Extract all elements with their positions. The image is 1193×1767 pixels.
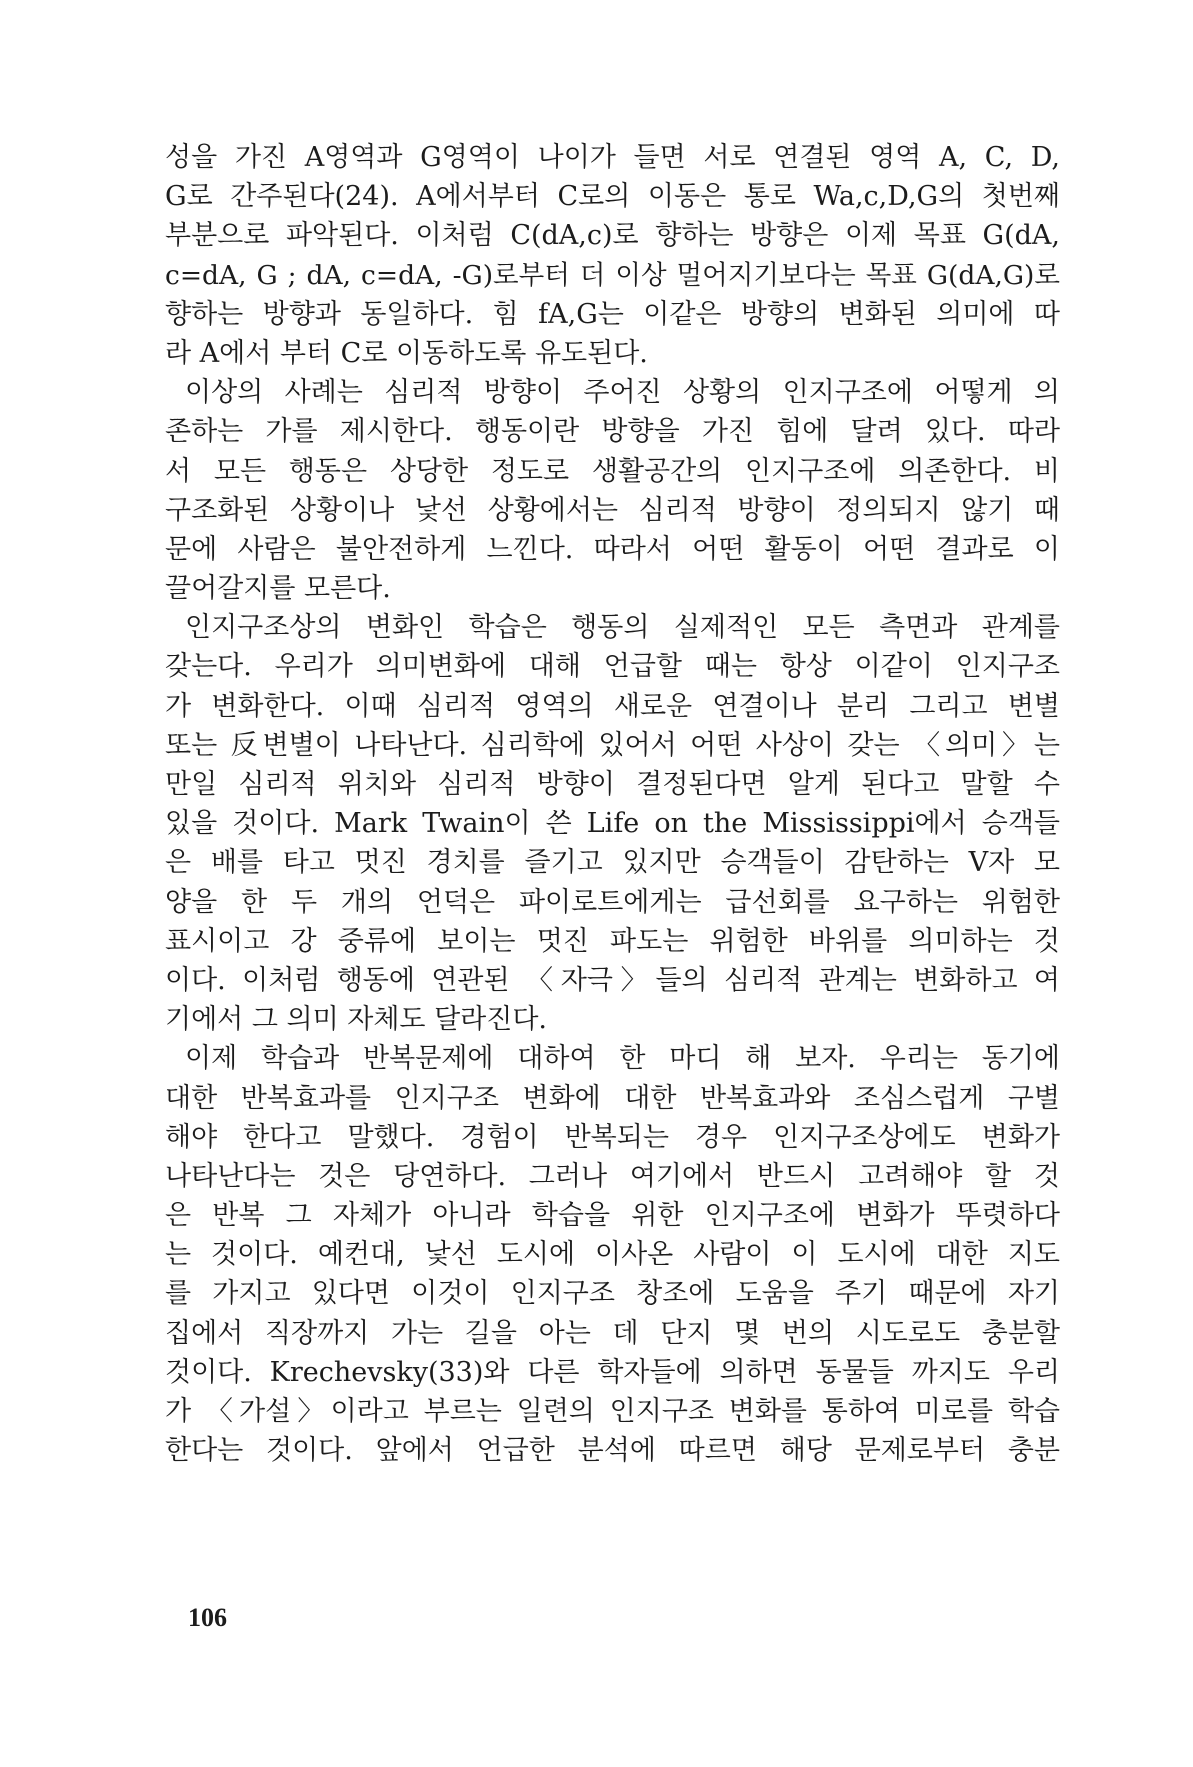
text-line: c=dA, G ; dA, c=dA, -G)로부터 더 이상 멀어지기보다는 목표 G(dA,G)로	[165, 259, 1060, 291]
text-line: 이제 학습과 반복문제에 대하여 한 마디 해 보자. 우리는 동기에	[185, 1043, 1060, 1075]
text-line: 인지구조상의 변화인 학습은 행동의 실제적인 모든 측면과 관계를	[185, 612, 1060, 644]
text-line: 존하는 가를 제시한다. 행동이란 방향을 가진 힘에 달려 있다. 따라	[165, 416, 1060, 448]
text-line: 은 배를 타고 멋진 경치를 즐기고 있지만 승객들이 감탄하는 V자 모	[165, 847, 1060, 879]
text-line: 성을 가진 A영역과 G영역이 나이가 들면 서로 연결된 영역 A, C, D,	[165, 142, 1060, 173]
text-line: 기에서 그 의미 자체도 달라진다.	[165, 1004, 547, 1036]
text-line: 대한 반복효과를 인지구조 변화에 대한 반복효과와 조심스럽게 구별	[165, 1082, 1060, 1114]
text-line: 가 변화한다. 이때 심리적 영역의 새로운 연결이나 분리 그리고 변별	[165, 690, 1060, 722]
body-text	[165, 138, 1060, 1470]
text-line: 라 A에서 부터 C로 이동하도록 유도된다.	[165, 337, 648, 369]
text-line: 문에 사람은 불안전하게 느낀다. 따라서 어떤 활동이 어떤 결과로 이	[165, 533, 1060, 565]
text-line: 는 것이다. 예컨대, 낯선 도시에 이사온 사람이 이 도시에 대한 지도	[165, 1239, 1060, 1271]
text-line: 것이다. Krechevsky(33)와 다른 학자들에 의하면 동물들 까지도 우리	[165, 1356, 1060, 1388]
page-number: 106	[188, 1603, 227, 1632]
text-line: 나타난다는 것은 당연하다. 그러나 여기에서 반드시 고려해야 할 것	[165, 1160, 1060, 1192]
text-line: 양을 한 두 개의 언덕은 파이로트에게는 급선회를 요구하는 위험한	[165, 886, 1060, 918]
text-line: 만일 심리적 위치와 심리적 방향이 결정된다면 알게 된다고 말할 수	[165, 769, 1060, 800]
text-line: 이다. 이처럼 행동에 연관된 〈자극〉들의 심리적 관계는 변화하고 여	[165, 964, 1060, 996]
text-line: 이상의 사례는 심리적 방향이 주어진 상황의 인지구조에 어떻게 의	[185, 377, 1060, 409]
text-line: 를 가지고 있다면 이것이 인지구조 창조에 도움을 주기 때문에 자기	[165, 1278, 1060, 1310]
text-line: 있을 것이다. Mark Twain이 쓴 Life on the Mississippi에서 승객들	[165, 808, 1060, 840]
text-line: 부분으로 파악된다. 이처럼 C(dA,c)로 향하는 방향은 이제 목표 G(dA,	[165, 220, 1060, 252]
text-line: G로 간주된다(24). A에서부터 C로의 이동은 통로 Wa,c,D,G의 첫번째	[165, 181, 1060, 213]
text-line: 은 반복 그 자체가 아니라 학습을 위한 인지구조에 변화가 뚜렷하다	[165, 1200, 1060, 1232]
text-line: 집에서 직장까지 가는 길을 아는 데 단지 몇 번의 시도로도 충분할	[165, 1317, 1060, 1349]
text-line: 끌어갈지를 모른다.	[165, 573, 391, 605]
text-line: 표시이고 강 중류에 보이는 멋진 파도는 위험한 바위를 의미하는 것	[165, 925, 1060, 957]
text-line: 구조화된 상황이나 낯선 상황에서는 심리적 방향이 정의되지 않기 때	[165, 494, 1060, 526]
text-line: 갖는다. 우리가 의미변화에 대해 언급할 때는 항상 이같이 인지구조	[165, 651, 1060, 683]
text-line: 서 모든 행동은 상당한 정도로 생활공간의 인지구조에 의존한다. 비	[165, 455, 1060, 487]
text-line: 향하는 방향과 동일하다. 힘 fA,G는 이같은 방향의 변화된 의미에 따	[165, 298, 1060, 330]
text-line: 또는 反변별이 나타난다. 심리학에 있어서 어떤 사상이 갖는 〈의미〉는	[165, 729, 1060, 761]
text-line: 해야 한다고 말했다. 경험이 반복되는 경우 인지구조상에도 변화가	[165, 1121, 1060, 1153]
text-line: 한다는 것이다. 앞에서 언급한 분석에 따르면 해당 문제로부터 충분	[165, 1435, 1060, 1467]
text-line: 가 〈가설〉이라고 부르는 일련의 인지구조 변화를 통하여 미로를 학습	[165, 1396, 1060, 1427]
